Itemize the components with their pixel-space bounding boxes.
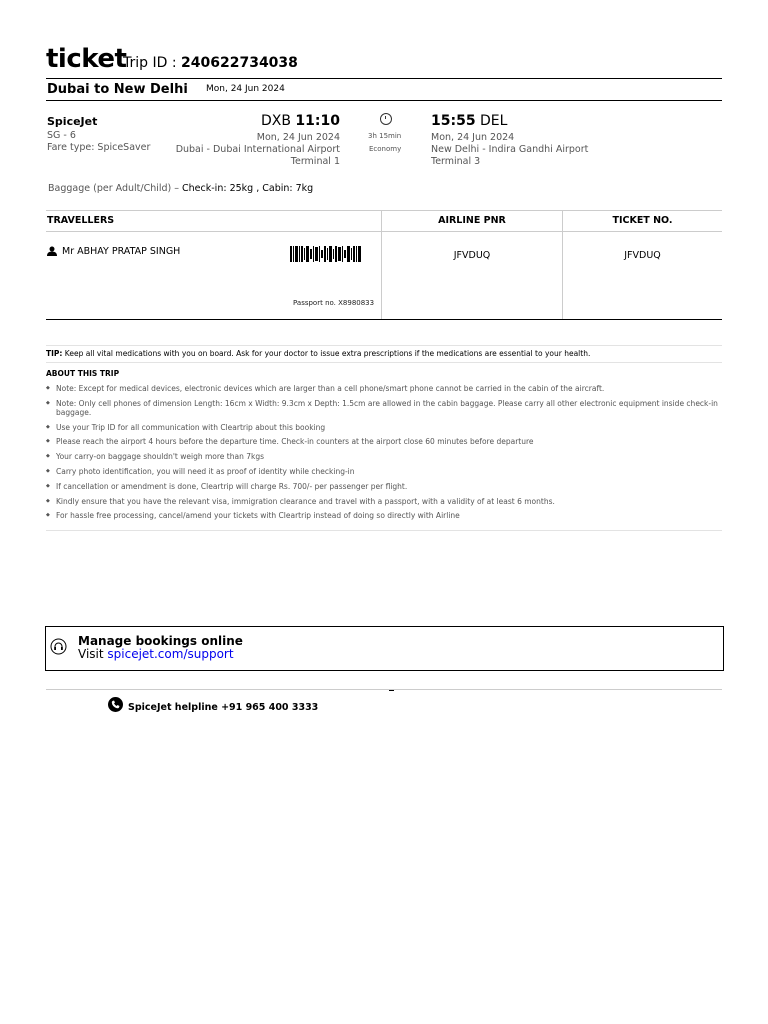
arrival-airport: New Delhi - Indira Gandhi Airport	[431, 144, 589, 155]
table-divider	[562, 210, 563, 319]
airline-name: SpiceJet	[47, 115, 98, 128]
divider	[46, 100, 722, 101]
note-item: ◆ If cancellation or amendment is done, Cleartrip will charge Rs. 700/- per passenger per flight.	[46, 482, 722, 491]
passport-number: Passport no. X8980833	[293, 299, 375, 307]
headset-icon	[50, 638, 67, 655]
manage-bookings-visit	[78, 647, 234, 661]
baggage-info	[48, 183, 313, 194]
arrival-terminal: Terminal 3	[431, 156, 481, 167]
departure-terminal: Terminal 1	[290, 156, 340, 167]
flight-number: SG - 6	[47, 130, 76, 141]
ticket-brand: ticket	[46, 44, 127, 74]
departure-code: DXB	[260, 113, 291, 129]
baggage-value: Check-in: 25kg , Cabin: 7kg	[182, 183, 314, 194]
table-divider	[381, 210, 382, 319]
ticket-no-header: TICKET NO.	[612, 215, 673, 226]
manage-bookings-title: Manage bookings online	[78, 634, 243, 648]
divider	[46, 362, 722, 363]
arrival-time-code	[431, 113, 507, 129]
note-item: ◆ For hassle free processing, cancel/amend your tickets with Cleartrip instead of doing so directly with Airline	[46, 511, 722, 520]
note-item: ◆ Kindly ensure that you have the relevant visa, immigration clearance and travel with a passport, with a validity of at least 6 months.	[46, 497, 722, 506]
flight-duration: 3h 15min	[368, 132, 402, 140]
arrival-code: DEL	[480, 113, 508, 129]
helpline-text: SpiceJet helpline +91 965 400 3333	[128, 702, 319, 713]
baggage-label: Baggage (per Adult/Child) –	[48, 183, 183, 194]
note-item: ◆ Carry photo identification, you will need it as proof of identity while checking-in	[46, 467, 722, 476]
note-item: ◆ Use your Trip ID for all communication with Cleartrip about this booking	[46, 423, 722, 432]
tip-label: TIP:	[46, 349, 63, 358]
support-link[interactable]: spicejet.com/support	[107, 647, 234, 661]
route-title: Dubai to New Delhi	[47, 82, 188, 97]
cabin-class: Economy	[369, 145, 402, 153]
departure-time: 11:10	[295, 113, 340, 129]
note-item: ◆ Your carry-on baggage shouldn't weigh more than 7kgs	[46, 452, 722, 461]
table-bottom-border	[46, 319, 722, 320]
trip-id-value: 240622734038	[181, 55, 298, 71]
divider	[46, 530, 722, 531]
about-trip-notes	[46, 384, 722, 526]
note-item: ◆ Note: Only cell phones of dimension Length: 16cm x Width: 9.3cm x Depth: 1.5cm are allowed in the cabin baggage. Please carry all other electronic equipment inside check-in baggage.	[46, 399, 722, 417]
departure-code-time	[200, 113, 340, 129]
departure-date: Mon, 24 Jun 2024	[256, 132, 340, 143]
fare-type: Fare type: SpiceSaver	[47, 142, 151, 153]
about-trip-title: ABOUT THIS TRIP	[46, 369, 120, 378]
note-item: ◆ Please reach the airport 4 hours before the departure time. Check-in counters at the airport close 60 minutes before departure	[46, 437, 722, 446]
tip-body: Keep all vital medications with you on board. Ask for your doctor to issue extra prescriptions if the medications are essential to your health.	[62, 349, 591, 358]
traveller-name: Mr ABHAY PRATAP SINGH	[62, 246, 181, 257]
arrival-time: 15:55	[431, 113, 476, 129]
trip-id	[123, 55, 298, 71]
phone-icon	[108, 697, 123, 712]
table-header-border	[46, 231, 722, 232]
airline-pnr-value: JFVDUQ	[453, 250, 491, 261]
note-item: ◆ Note: Except for medical devices, electronic devices which are larger than a cell phone/smart phone cannot be carried in the cabin of the aircraft.	[46, 384, 722, 393]
divider	[46, 689, 722, 690]
divider	[46, 345, 722, 346]
arrival-date: Mon, 24 Jun 2024	[431, 132, 515, 143]
airline-pnr-header: AIRLINE PNR	[438, 215, 506, 226]
departure-airport: Dubai - Dubai International Airport	[175, 144, 340, 155]
divider	[46, 78, 722, 79]
person-icon	[47, 246, 57, 256]
tip-text	[46, 349, 590, 358]
travellers-header: TRAVELLERS	[47, 215, 115, 226]
visit-label: Visit	[78, 647, 108, 661]
clock-icon	[380, 113, 392, 125]
ticket-no-value: JFVDUQ	[624, 250, 661, 261]
barcode-image	[290, 246, 362, 262]
trip-id-label: Trip ID :	[123, 55, 182, 71]
dash-mark	[389, 690, 394, 691]
route-date: Mon, 24 Jun 2024	[206, 84, 285, 94]
table-top-border	[46, 210, 722, 211]
